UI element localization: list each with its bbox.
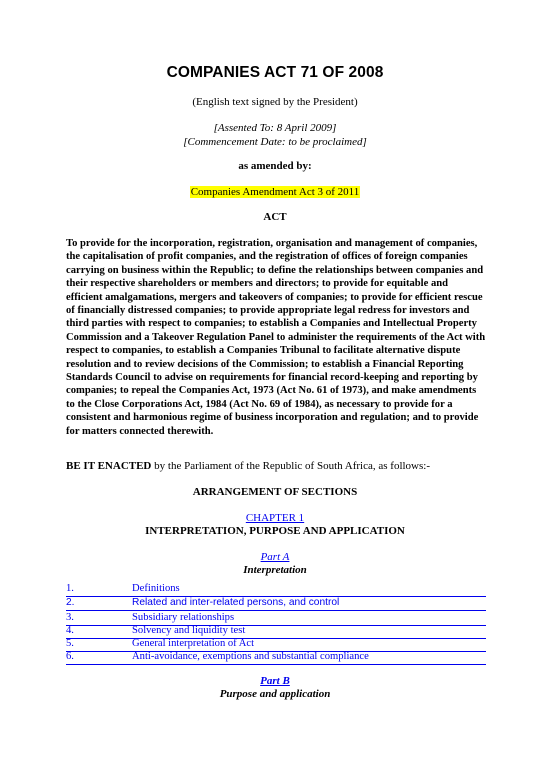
long-title: To provide for the incorporation, registration, organisation and management of companies, the capitalisation of profit companies, and the registration of offices of foreign companies carrying on business within the Republic; to define the relationships between companies and their respective shareholders or members and directors; to provide for equitable and efficient amalgamations, mergers and takeovers of companies; to provide for efficient rescue of financially distressed companies; to provide appropriate legal redress for investors and third parties with respect to companies; to establish a Companies and Intellectual Property Commission and a Takeover Regulation Panel to administer the requirements of the Act with respect to companies, to establish a Companies Tribunal to facilitate alternative dispute resolution and to review decisions of the Commission; to establish a Financial Reporting Standards Council to advise on requirements for financial record-keeping and reporting by companies; to repeal the Companies Act, 1973 (Act No. 61 of 1973), and make amendments to the Close Corporations Act, 1984 (Act No. 69 of 1984), as necessary to provide for a consistent and harmonious regime of business incorporation and regulation; and to provide for matters connected therewith. bbox=[66, 238, 486, 437]
part-a-link[interactable]: Part A bbox=[260, 551, 290, 563]
amendment-link[interactable]: Companies Amendment Act 3 of 2011 bbox=[190, 186, 360, 198]
chapter-1-link[interactable]: CHAPTER 1 bbox=[245, 512, 305, 524]
section-item-5[interactable] bbox=[66, 638, 486, 652]
section-label: Solvency and liquidity test bbox=[132, 625, 246, 636]
document-title: COMPANIES ACT 71 OF 2008 bbox=[166, 64, 384, 81]
section-number: 2. bbox=[66, 597, 75, 608]
section-label: Subsidiary relationships bbox=[132, 612, 235, 623]
chapter-label-line bbox=[0, 512, 550, 525]
section-item-3[interactable] bbox=[66, 612, 486, 626]
section-item-6[interactable] bbox=[66, 651, 486, 665]
section-number: 4. bbox=[66, 625, 74, 636]
section-label: Definitions bbox=[132, 583, 180, 594]
part-a-label-line bbox=[0, 551, 550, 564]
part-b-label-line bbox=[0, 675, 550, 688]
amended-by-label: as amended by: bbox=[238, 160, 312, 172]
enacting-clause bbox=[66, 460, 430, 472]
part-b-title: Purpose and application bbox=[219, 688, 331, 700]
section-number: 6. bbox=[66, 651, 74, 662]
section-item-1[interactable] bbox=[66, 583, 486, 597]
enacted-bold: BE IT ENACTED bbox=[66, 460, 152, 472]
arrangement-heading: ARRANGEMENT OF SECTIONS bbox=[192, 486, 358, 498]
part-b-link[interactable]: Part B bbox=[260, 675, 290, 687]
signed-note: (English text signed by the President) bbox=[192, 96, 358, 108]
part-a-title: Interpretation bbox=[243, 564, 307, 576]
section-number: 5. bbox=[66, 638, 74, 649]
section-item-2[interactable] bbox=[66, 597, 486, 611]
section-number: 1. bbox=[66, 583, 74, 594]
enacted-rest: by the Parliament of the Republic of South Africa, as follows:- bbox=[151, 460, 430, 472]
act-heading: ACT bbox=[263, 211, 287, 223]
section-number: 3. bbox=[66, 612, 74, 623]
amendment-line bbox=[0, 186, 550, 199]
section-label: General interpretation of Act bbox=[132, 638, 255, 649]
section-item-4[interactable] bbox=[66, 625, 486, 639]
section-label: Anti-avoidance, exemptions and substantial compliance bbox=[132, 651, 369, 662]
chapter-title: INTERPRETATION, PURPOSE AND APPLICATION bbox=[145, 525, 405, 537]
assented-date: [Assented To: 8 April 2009] bbox=[213, 122, 337, 134]
commencement-date: [Commencement Date: to be proclaimed] bbox=[183, 136, 367, 148]
section-label: Related and inter-related persons, and control bbox=[132, 597, 340, 608]
